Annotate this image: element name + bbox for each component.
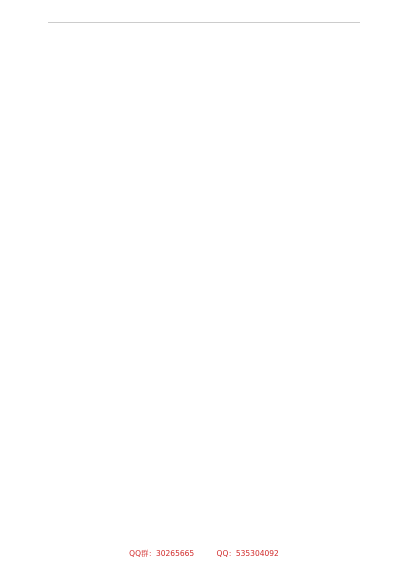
footer-qq-group: QQ群：30265665 — [129, 549, 195, 558]
page-footer — [0, 548, 408, 560]
document-body — [50, 46, 362, 546]
banner-divider — [48, 22, 360, 23]
top-banner — [0, 6, 408, 20]
footer-qq-contact: QQ：535304092 — [216, 549, 279, 558]
